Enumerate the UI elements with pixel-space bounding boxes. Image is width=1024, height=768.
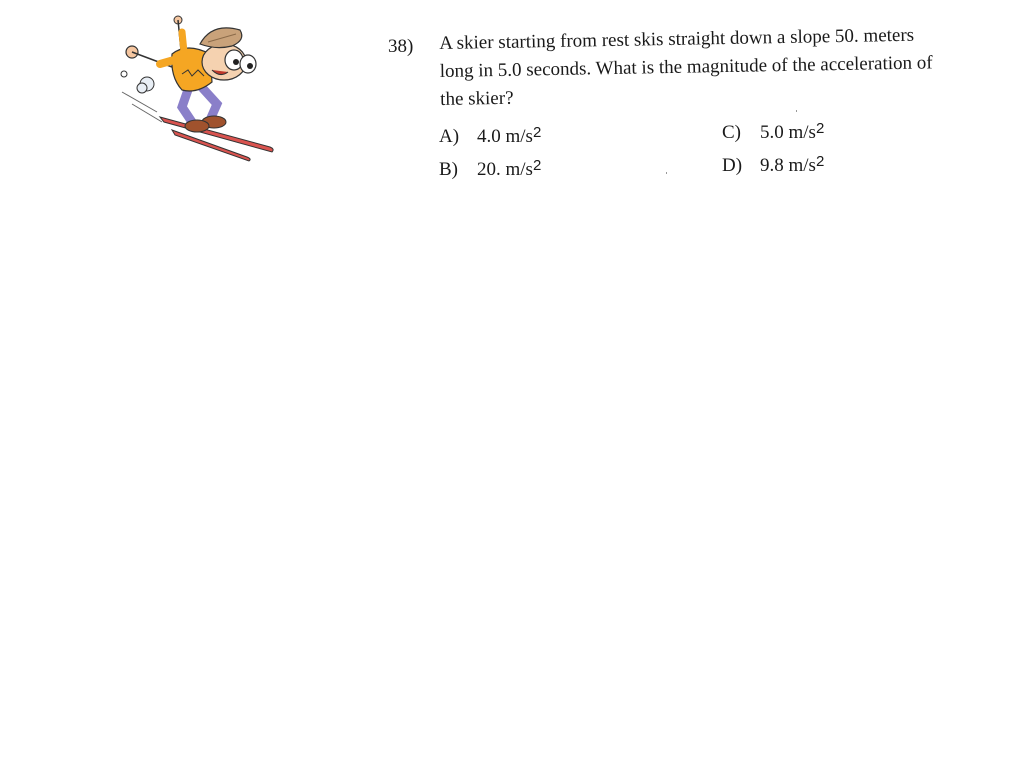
choice-exponent: 2 <box>532 157 542 174</box>
skier-illustration <box>112 12 277 162</box>
choice-value: 4.0 m/s <box>477 126 533 147</box>
choice-letter: B) <box>439 159 458 180</box>
choice-letter: D) <box>722 155 743 176</box>
choice-value: 5.0 m/s <box>760 122 816 143</box>
choice-a <box>439 124 541 148</box>
choice-exponent: 2 <box>815 120 825 137</box>
question-text: A skier starting from rest skis straight down a slope 50. meters long in 5.0 seconds. What is the magnitude of the acceleration of the skier? <box>439 24 933 110</box>
choice-exponent: 2 <box>532 124 542 141</box>
choice-value: 9.8 m/s <box>760 155 816 176</box>
choice-d <box>722 153 824 177</box>
skier-icon <box>112 12 277 162</box>
choice-b <box>439 157 541 181</box>
choice-c <box>722 120 824 144</box>
scan-speck <box>796 110 797 112</box>
scan-speck <box>666 172 667 174</box>
choice-letter: C) <box>722 122 741 143</box>
choice-value: 20. m/s <box>477 159 533 180</box>
question-number: 38) <box>388 36 414 57</box>
choice-exponent: 2 <box>815 153 825 170</box>
choice-letter: A) <box>439 126 460 147</box>
